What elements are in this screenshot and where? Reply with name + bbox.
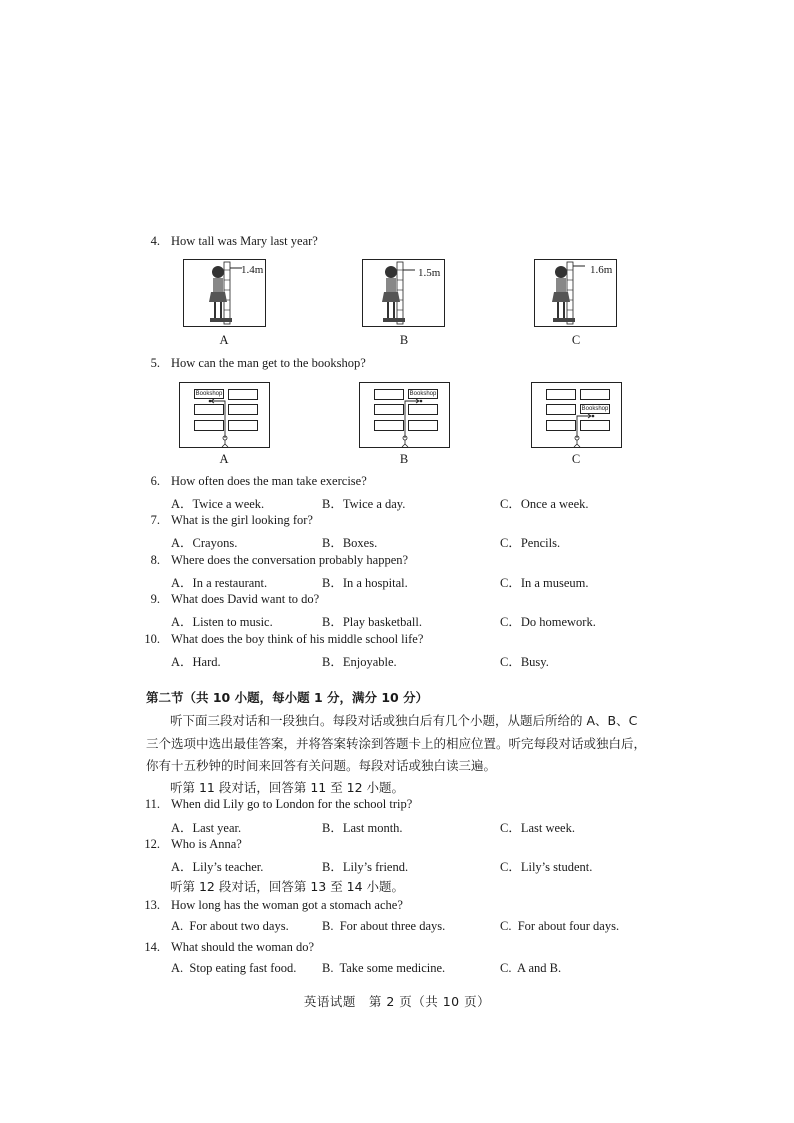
height-label: 1.4m bbox=[241, 264, 264, 276]
option-c[interactable]: C．Do homework. bbox=[500, 615, 596, 629]
option-caption: A bbox=[219, 452, 229, 466]
option-c[interactable]: C．Pencils. bbox=[500, 536, 561, 550]
option-b[interactable]: B．Boxes. bbox=[322, 536, 378, 550]
question-text: How tall was Mary last year? bbox=[171, 234, 318, 248]
question-number: 12. bbox=[144, 837, 160, 851]
question-number: 14. bbox=[144, 940, 160, 954]
option-a[interactable]: A. For about two days. bbox=[171, 919, 289, 933]
question-text: What is the girl looking for? bbox=[171, 513, 313, 527]
instructions-line-2: 三个选项中选出最佳答案，并将答案转涂到答题卡上的相应位置。听完每段对话或独白后， bbox=[146, 736, 647, 751]
option-c[interactable]: C．In a museum. bbox=[500, 576, 589, 590]
option-b[interactable]: B．Enjoyable. bbox=[322, 655, 397, 669]
bookshop-label: Bookshop bbox=[195, 391, 223, 397]
question-text: What should the woman do? bbox=[171, 940, 315, 954]
option-a[interactable]: A．Hard. bbox=[171, 655, 221, 669]
question-text: How can the man get to the bookshop? bbox=[171, 356, 366, 370]
option-b[interactable]: B．Play basketball. bbox=[322, 615, 422, 629]
bookshop-label: Bookshop bbox=[409, 391, 437, 397]
option-b[interactable]: B．In a hospital. bbox=[322, 576, 408, 590]
option-caption: A bbox=[219, 333, 229, 347]
option-a[interactable]: A．Last year. bbox=[171, 821, 242, 835]
bookshop-label: Bookshop bbox=[581, 406, 609, 412]
question-text: When did Lily go to London for the school trip? bbox=[171, 797, 413, 811]
option-c[interactable]: C．Busy. bbox=[500, 655, 549, 669]
option-a[interactable]: A．In a restaurant. bbox=[171, 576, 268, 590]
option-b[interactable]: B．Twice a day. bbox=[322, 497, 406, 511]
section-title: 第二节（共 10 小题，每小题 1 分，满分 10 分） bbox=[146, 690, 429, 705]
height-label: 1.5m bbox=[418, 267, 441, 279]
question-number: 5. bbox=[150, 356, 160, 370]
question-number: 6. bbox=[150, 474, 160, 488]
instructions-line-1: 听下面三段对话和一段独白。每段对话或独白后有几个小题，从题后所给的 A、B、C bbox=[170, 713, 638, 728]
option-caption: C bbox=[571, 452, 581, 466]
question-text: What does David want to do? bbox=[171, 592, 320, 606]
question-text: Where does the conversation probably happen? bbox=[171, 553, 409, 567]
option-c[interactable]: C. For about four days. bbox=[500, 919, 620, 933]
option-b[interactable]: B. For about three days. bbox=[322, 919, 446, 933]
dialogue-12-instruction: 听第 12 段对话，回答第 13 至 14 小题。 bbox=[170, 879, 405, 894]
page-footer: 英语试题 第 2 页（共 10 页） bbox=[303, 994, 491, 1009]
question-text: How long has the woman got a stomach ache? bbox=[171, 898, 403, 912]
question-number: 9. bbox=[150, 592, 160, 606]
option-caption: B bbox=[399, 333, 409, 347]
question-number: 8. bbox=[150, 553, 160, 567]
option-b[interactable]: B. Take some medicine. bbox=[322, 961, 446, 975]
option-a[interactable]: A．Crayons. bbox=[171, 536, 238, 550]
option-b[interactable]: B．Last month. bbox=[322, 821, 403, 835]
question-number: 7. bbox=[150, 513, 160, 527]
option-caption: C bbox=[571, 333, 581, 347]
question-number: 10. bbox=[144, 632, 160, 646]
option-a[interactable]: A．Twice a week. bbox=[171, 497, 265, 511]
option-c[interactable]: C．Last week. bbox=[500, 821, 575, 835]
option-c[interactable]: C．Once a week. bbox=[500, 497, 589, 511]
height-label: 1.6m bbox=[590, 264, 613, 276]
option-a[interactable]: A. Stop eating fast food. bbox=[171, 961, 297, 975]
option-a[interactable]: A．Lily’s teacher. bbox=[171, 860, 264, 874]
question-text: Who is Anna? bbox=[171, 837, 242, 851]
dialogue-11-instruction: 听第 11 段对话，回答第 11 至 12 小题。 bbox=[170, 780, 405, 795]
question-number: 11. bbox=[144, 797, 160, 811]
question-number: 13. bbox=[144, 898, 160, 912]
question-number: 4. bbox=[150, 234, 160, 248]
option-caption: B bbox=[399, 452, 409, 466]
option-b[interactable]: B．Lily’s friend. bbox=[322, 860, 409, 874]
question-text: What does the boy think of his middle school life? bbox=[171, 632, 424, 646]
option-c[interactable]: C. A and B. bbox=[500, 961, 562, 975]
question-text: How often does the man take exercise? bbox=[171, 474, 367, 488]
instructions-line-3: 你有十五秒钟的时间来回答有关问题。每段对话或独白读三遍。 bbox=[146, 758, 497, 773]
option-a[interactable]: A．Listen to music. bbox=[171, 615, 273, 629]
option-c[interactable]: C．Lily’s student. bbox=[500, 860, 593, 874]
